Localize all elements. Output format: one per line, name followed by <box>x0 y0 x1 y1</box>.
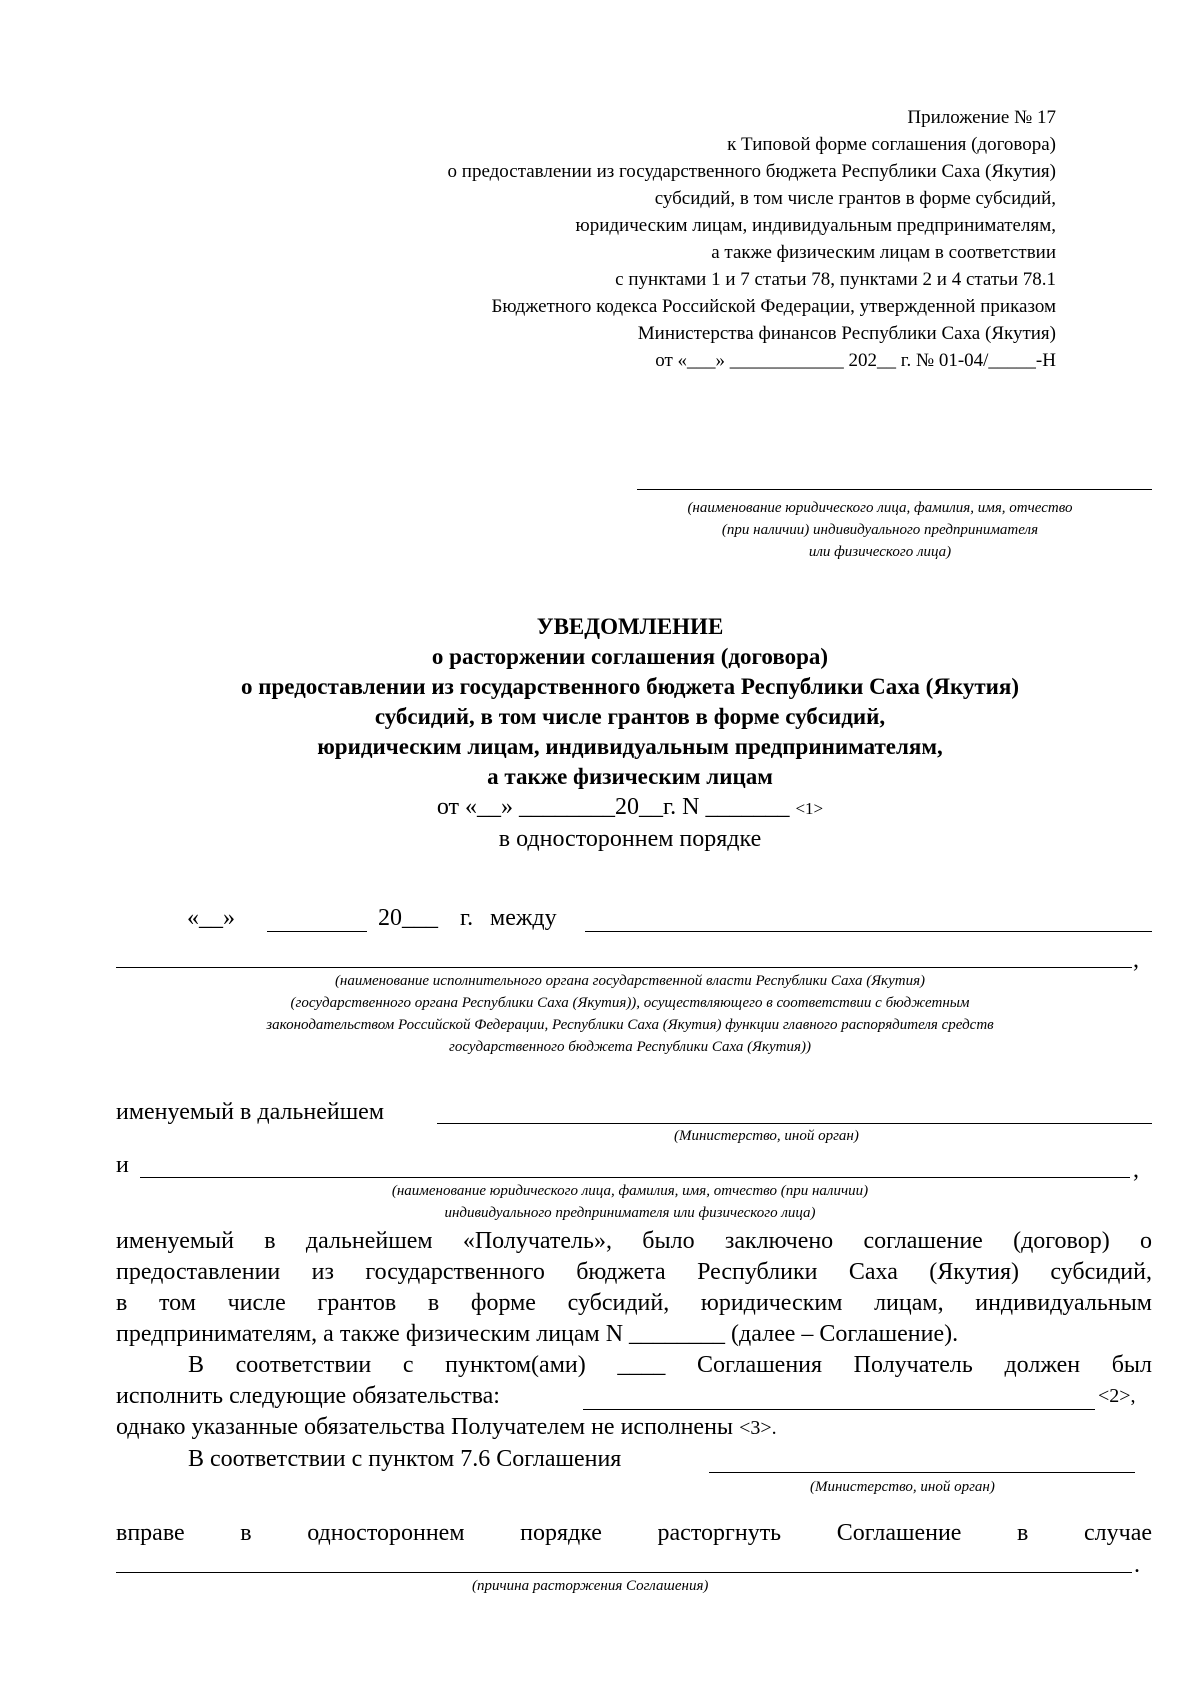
caption-line: государственного бюджета Республики Саха (Якутия)) <box>449 1039 811 1055</box>
caption-line: (наименование исполнительного органа государственной власти Республики Саха (Якутия) <box>334 973 926 989</box>
date-month-blank[interactable] <box>267 931 367 932</box>
date-day: «__» <box>187 905 235 931</box>
addressee-blank-line[interactable] <box>637 489 1152 490</box>
obligations-blank-line[interactable] <box>583 1409 1095 1410</box>
organ-caption <box>100 970 1160 1058</box>
title-line: УВЕДОМЛЕНИЕ <box>536 614 724 639</box>
paragraph-3-prefix: В соответствии с пунктом 7.6 Соглашения <box>188 1446 622 1472</box>
ministry-caption: (Министерство, иной орган) <box>674 1128 859 1144</box>
paragraph-2-line-3 <box>116 1412 777 1444</box>
caption-line: законодательством Российской Федерации, Республики Саха (Якутия) функции главного распорядителя средств <box>266 1017 994 1033</box>
appendix-line: а также физическим лицам в соответствии <box>711 242 1056 263</box>
paragraph-2-line-1: В соответствии с пунктом(ами) ____ Соглашения Получатель должен был <box>188 1352 1152 1378</box>
title-date: от «__» ________20__г. N _______ <box>436 794 790 820</box>
reason-blank-line[interactable] <box>116 1572 1132 1573</box>
footnote-ref-3: <3>. <box>739 1417 777 1439</box>
footnote-ref-1: <1> <box>795 799 824 818</box>
paragraph-line: предпринимателям, а также физическим лицам N ________ (далее – Соглашение). <box>116 1321 959 1347</box>
ministry-blank-line[interactable] <box>437 1123 1152 1124</box>
para3-ministry-caption: (Министерство, иной орган) <box>810 1479 995 1495</box>
title-line: а также физическим лицам <box>487 764 773 789</box>
para3-ministry-blank-line[interactable] <box>709 1472 1135 1473</box>
between-blank-line[interactable] <box>585 931 1152 932</box>
title-line: о предоставлении из государственного бюджета Республики Саха (Якутия) <box>240 674 1020 699</box>
obligations-label: исполнить следующие обязательства: <box>116 1383 500 1409</box>
paragraph-3-line-2: вправе в одностороннем порядке расторгнуть Соглашение в случае <box>116 1520 1152 1546</box>
title-line: юридическим лицам, индивидуальным предпринимателям, <box>317 734 943 759</box>
reason-caption: (причина расторжения Соглашения) <box>472 1578 709 1594</box>
title-line: о расторжении соглашения (договора) <box>431 644 829 669</box>
paragraph-1 <box>116 1226 1152 1350</box>
caption-line: индивидуального предпринимателя или физического лица) <box>444 1205 816 1221</box>
title-line: субсидий, в том числе грантов в форме субсидий, <box>374 704 886 729</box>
not-fulfilled-text: однако указанные обязательства Получателем не исполнены <box>116 1414 734 1440</box>
paragraph-line: именуемый в дальнейшем «Получатель», было заключено соглашение (договор) о <box>116 1228 1152 1254</box>
caption-line: (наименование юридического лица, фамилия, имя, отчество <box>687 500 1073 516</box>
appendix-line: Приложение № 17 <box>907 107 1056 128</box>
between-label: между <box>490 905 557 931</box>
notice-title <box>100 612 1160 854</box>
recipient-blank-line[interactable] <box>140 1177 1130 1178</box>
appendix-line: о предоставлении из государственного бюджета Республики Саха (Якутия) <box>447 161 1056 182</box>
and-label: и <box>116 1152 129 1178</box>
addressee-caption <box>600 497 1160 563</box>
appendix-line: Бюджетного кодекса Российской Федерации, утвержденной приказом <box>491 296 1056 317</box>
appendix-line: с пунктами 1 и 7 статьи 78, пунктами 2 и 4 статьи 78.1 <box>615 269 1056 290</box>
title-date-line <box>100 792 1160 824</box>
caption-line: (при наличии) индивидуального предпринимателя <box>721 522 1039 538</box>
footnote-ref-2: <2>, <box>1098 1385 1136 1407</box>
caption-line: (государственного органа Республики Саха (Якутия)), осуществляющего в соответствии с бюджетным <box>290 995 970 1011</box>
named-label: именуемый в дальнейшем <box>116 1099 385 1125</box>
appendix-line: Министерства финансов Республики Саха (Якутия) <box>637 323 1056 344</box>
appendix-line: от «___» ____________ 202__ г. № 01-04/_____-Н <box>655 350 1056 371</box>
appendix-line: субсидий, в том числе грантов в форме субсидий, <box>654 188 1056 209</box>
paragraph-line: в том числе грантов в форме субсидий, юридическим лицам, индивидуальным <box>116 1290 1152 1316</box>
appendix-line: к Типовой форме соглашения (договора) <box>727 134 1056 155</box>
period: . <box>1134 1552 1140 1578</box>
date-year: 20___ <box>378 905 438 931</box>
caption-line: или физического лица) <box>808 544 952 560</box>
comma: , <box>1133 1157 1139 1183</box>
recipient-caption <box>100 1180 1160 1224</box>
caption-line: (наименование юридического лица, фамилия, имя, отчество (при наличии) <box>391 1183 869 1199</box>
title-order: в одностороннем порядке <box>498 826 762 852</box>
appendix-line: юридическим лицам, индивидуальным предпринимателям, <box>575 215 1056 236</box>
organ-blank-line[interactable] <box>116 967 1132 968</box>
comma: , <box>1133 947 1139 973</box>
appendix-block <box>448 104 1056 374</box>
paragraph-line: предоставлении из государственного бюджета Республики Саха (Якутия) субсидий, <box>116 1259 1152 1285</box>
date-g: г. <box>460 905 474 931</box>
